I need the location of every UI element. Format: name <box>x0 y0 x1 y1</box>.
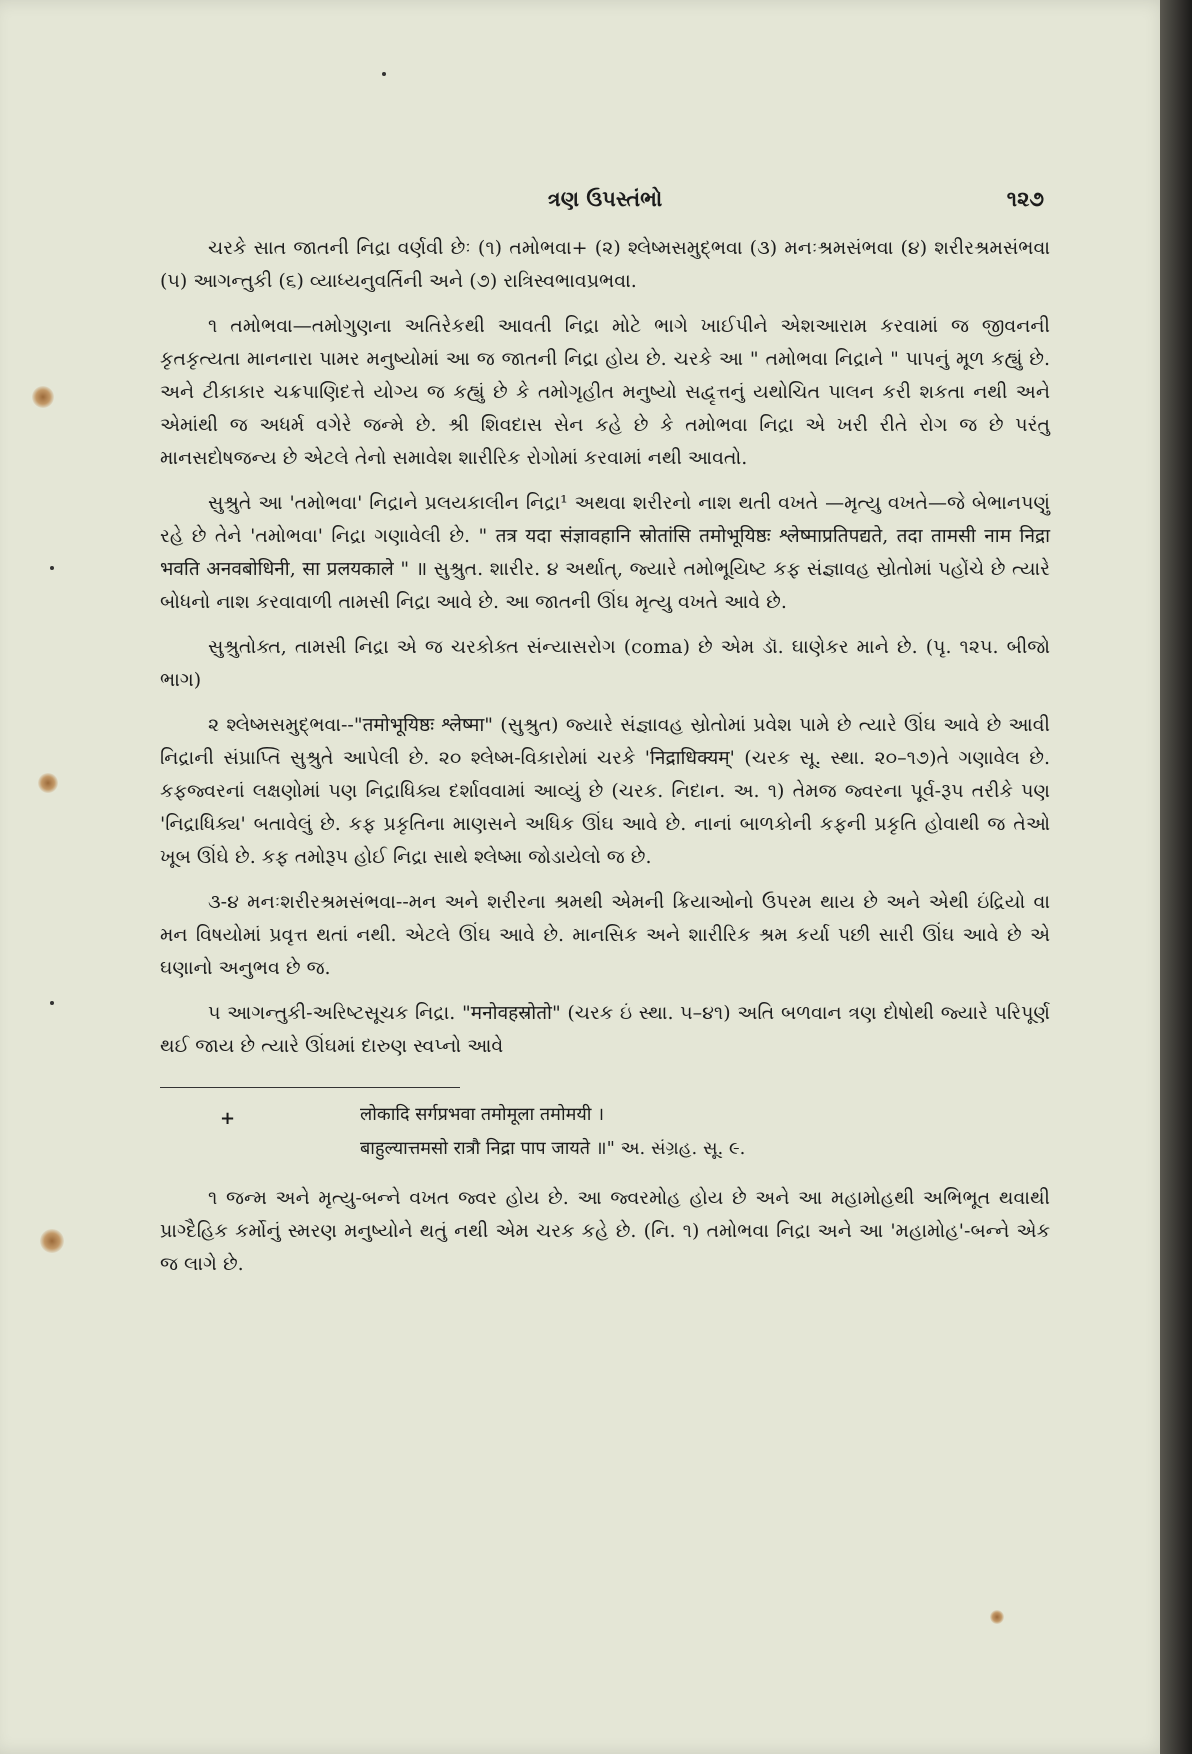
paragraph: સુશ્રુતે આ 'તમોભવા' નિદ્રાને પ્રલયકાલીન નિદ્રા¹ અથવા શરીરનો નાશ થતી વખતે —મૃત્યુ વખતે—જે બેભાનપણું રહે છે તેને 'તમોભવા' નિદ્રા ગણાવેલી છે. " तत्र यदा संज्ञावहानि स्रोतांसि तमोभूयिष्ठः श्लेष्माप्रतिपद्यते, तदा तामसी नाम निद्रा भवति अनवबोधिनी, सा प्रलयकाले " ॥ સુશ્રુત. શારીર. ૪ અર્થાત્, જ્યારે તમોભૂયિષ્ટ કફ સંજ્ઞાવહ સ્રોતોમાં પહોંચે છે ત્યારે બોધનો નાશ કરવાવાળી તામસી નિદ્રા આવે છે. આ જાતની ઊંઘ મૃત્યુ વખતે આવે છે. <box>160 492 1050 613</box>
verse-line: बाहुल्यात्तमसो रात्रौ निद्रा पाप जायते ॥" અ. સંગ્રહ. સૂ. ૯. <box>360 1138 746 1159</box>
footnote-mark: + <box>220 1108 236 1129</box>
running-title: ત્રણ ઉપસ્તંભો <box>547 186 663 211</box>
paragraph: ચરકે સાત જાતની નિદ્રા વર્ણવી છેઃ (૧) તમોભવા+ (૨) શ્લેષ્મસમુદ્ભવા (૩) મનઃશ્રમસંભવા (૪) શરીરશ્રમસંભવા (૫) આગન્તુકી (૬) વ્યાધ્યનુવર્તિની અને (૭) રાત્રિસ્વભાવપ્રભવા. <box>160 237 1050 292</box>
page-content <box>160 182 1050 1293</box>
page-edge-shadow <box>1160 0 1192 1754</box>
ink-speck <box>382 72 386 76</box>
footnote-verse <box>160 1098 1050 1166</box>
foxing-stain <box>38 773 58 793</box>
running-header <box>160 182 1050 226</box>
ink-speck <box>50 566 54 570</box>
page-number: ૧૨૭ <box>1006 186 1044 211</box>
footnote-divider <box>160 1087 460 1088</box>
foxing-stain <box>32 386 54 408</box>
ink-speck <box>50 1001 54 1005</box>
foxing-stain <box>40 1229 64 1253</box>
footnote-text: ૧ જન્મ અને મૃત્યુ-બન્ને વખત જ્વર હોય છે. આ જ્વરમોહ હોય છે અને આ મહામોહથી અભિભૂત થવાથી પ્રાગ્દૈહિક કર્મોનું સ્મરણ મનુષ્યોને થતું નથી એમ ચરક કહે છે. (નિ. ૧) તમોભવા નિદ્રા અને આ 'મહામોહ'-બન્ને એક જ લાગે છે. <box>160 1187 1050 1275</box>
verse-line: लोकादि सर्गप्रभवा तमोमूला तमोमयी । <box>360 1104 605 1125</box>
paragraph: ૨ શ્લેષ્મસમુદ્ભવા--"तमोभूयिष्ठः श्लेष्मा" (સુશ્રુત) જ્યારે સંજ્ઞાવહ સ્રોતોમાં પ્રવેશ પામે છે ત્યારે ઊંઘ આવે છે આવી નિદ્રાની સંપ્રાપ્તિ સુશ્રુતે આપેલી છે. ૨૦ શ્લેષ્મ-વિકારોમાં ચરકે 'निद्राधिक्यम्' (ચરક સૂ. સ્થા. ૨૦–૧૭)તે ગણાવેલ છે. કફજ્વરનાં લક્ષણોમાં પણ નિદ્રાધિક્ય દર્શાવવામાં આવ્યું છે (ચરક. નિદાન. અ. ૧) તેમજ જ્વરના પૂર્વ-રૂપ તરીકે પણ 'નિદ્રાધિક્ય' બતાવેલું છે. કફ પ્રકૃતિના માણસને અધિક ઊંઘ આવે છે. નાનાં બાળકોની કફની પ્રકૃતિ હોવાથી જ તેઓ ખૂબ ઊંઘે છે. કફ તમોરૂપ હોઈ નિદ્રા સાથે શ્લેષ્મા જોડાયેલો જ છે. <box>160 714 1050 868</box>
paragraph: ૧ તમોભવા—તમોગુણના અતિરેકથી આવતી નિદ્રા મોટે ભાગે ખાઈપીને એશઆરામ કરવામાં જ જીવનની કૃતકૃત્યતા માનનારા પામર મનુષ્યોમાં આ જ જાતની નિદ્રા હોય છે. ચરકે આ " તમોભવા નિદ્રાને " પાપનું મૂળ કહ્યું છે. અને ટીકાકાર ચક્રપાણિદત્તે યોગ્ય જ કહ્યું છે કે તમોગૃહીત મનુષ્યો સદ્વૃત્તનું યથોચિત પાલન કરી શકતા નથી અને એમાંથી જ અધર્મ વગેરે જન્મે છે. શ્રી શિવદાસ સેન કહે છે કે તમોભવા નિદ્રા એ ખરી રીતે રોગ જ છે પરંતુ માનસદોષજન્ય છે એટલે તેનો સમાવેશ શારીરિક રોગોમાં કરવામાં નથી આવતો. <box>160 315 1050 469</box>
foxing-stain <box>990 1610 1004 1624</box>
paragraph: સુશ્રુતોક્ત, તામસી નિદ્રા એ જ ચરકોક્ત સંન્યાસરોગ (coma) છે એમ ડૉ. ઘાણેકર માને છે. (પૃ. ૧૨૫. બીજો ભાગ) <box>160 636 1050 691</box>
paragraph: ૫ આગન્તુકી-અરિષ્ટસૂચક નિદ્રા. "मनोवहस्रोतो" (ચરક ઇં સ્થા. ૫–૪૧) અતિ બળવાન ત્રણ દોષોથી જ્યારે પરિપૂર્ણ થઈ જાય છે ત્યારે ઊંઘમાં દારુણ સ્વપ્નો આવે <box>160 1002 1050 1057</box>
paragraph: ૩-૪ મનઃશરીરશ્રમસંભવા--મન અને શરીરના શ્રમથી એમની ક્રિયાઓનો ઉપરમ થાય છે અને એથી ઇંદ્રિયો વા મન વિષયોમાં પ્રવૃત્ત થતાં નથી. એટલે ઊંઘ આવે છે. માનસિક અને શારીરિક શ્રમ કર્યા પછી સારી ઊંઘ આવે છે એ ઘણાનો અનુભવ છે જ. <box>160 891 1050 979</box>
